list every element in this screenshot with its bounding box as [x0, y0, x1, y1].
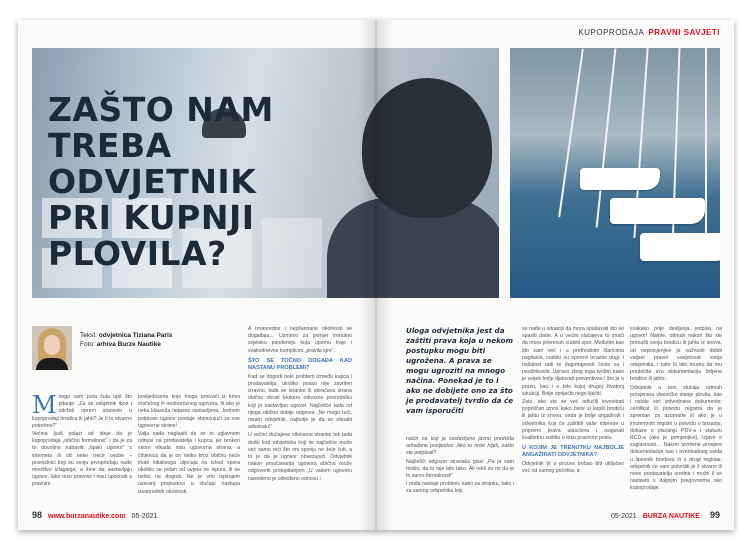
- author-credit: Tekst: odvjetnica Tiziana Paris: [80, 332, 173, 339]
- article-title: [48, 92, 274, 272]
- photo-credit: Foto: arhiva Burze Nautike: [80, 341, 161, 348]
- right-folio: [611, 510, 720, 520]
- text-column-2: [138, 394, 240, 497]
- paragraph: Odvjetnik u tom slučaju odmah provjerava vlasničko stanje plovila, kao i ostale već izdvodnave dokumente: certifikat ili potvrdu registra da je spreman za azurnarle ili ako je u inozemnim registri u potvrdu o brisanju, dokaze o plaćanju PDV-a i statusu RCD-a (ako je primjenjivo), izjave o suglasnosti… Nakon izvršene provjere dokumentacije kao i eventualnog uvida u lipesnik brodova ili u drugi registar, odvjetnik će vam potvrditi je li stvarni ili nove prodavatelja uredna i može li se nastaviti s daljnjim pregovorima oko kupoprodaje.: [630, 384, 722, 492]
- paragraph: A izvanredne i nepllanirane okolnosti se događaju… Uzmimo za primjer trenutno svjetsku pandemiju koja upornu traje i svakodnevno komplicira „pravila igre“.: [248, 326, 352, 354]
- section-label: KUPOPRODAJA: [578, 28, 645, 37]
- title-line: ZAŠTO NAM: [48, 90, 274, 129]
- paragraph: Zato, ako ste se već odlučili investirati popriličan iznos kako biste si kupili brodicu ili jahtu iz snova, onda je bolje angažirati i odvjetnika koji će zaštititi vaše interese u pripremi prava ulasćivna i osiguratt kvalitetnu zaštitu u toku pravnom poslu.: [522, 399, 624, 442]
- text-column-5: [522, 326, 624, 477]
- drop-cap: M: [32, 391, 57, 419]
- marina-photo: [510, 48, 720, 298]
- issue-date: 05-2021: [610, 513, 637, 520]
- subheading: ŠTO SE TOČNO DOGAĐA KAD NASTANU PROBLEMI?: [248, 357, 352, 371]
- text-column-1: [32, 391, 132, 490]
- issue-date: 05-2021: [131, 513, 158, 520]
- page-number: 98: [32, 510, 43, 520]
- title-line: ODVJETNIK: [48, 162, 257, 201]
- paragraph: I onda nastaje problem, kako za stranku, tako i za samog odvjetnika koji: [406, 481, 514, 495]
- subsection-label: PRAVNI SAVJETI: [648, 28, 720, 37]
- paragraph: Najčešći odgovor stranaka glasi „Pa ja sam mislio, da to nije bilo tako. Ali rekli su mi da je to samo formalnost!“: [406, 458, 514, 480]
- author-face: [44, 335, 60, 355]
- author-body: [36, 358, 68, 370]
- page-gutter: [358, 20, 394, 530]
- title-line: PRI KUPNJI: [48, 198, 255, 237]
- left-folio: [32, 510, 157, 520]
- paragraph: U većini slučajeva otkrivene stranke tek tada dođu kod odvjetnika koji im najčešće može već samo reći što oni sporiju ne žele čuti, a to je da je ugovor obvezujući. Odvjetnik nakon proučavanja ugovora obično može odgovoriti protupitanjem „U vašem ugovoru navedeno je određeno odnosu i: [248, 432, 352, 482]
- boat-hull: [580, 168, 660, 190]
- title-line: TREBA: [48, 126, 172, 165]
- article-credits: [80, 331, 172, 349]
- subheading: U KOJIM JE TRENUTKU NAJBOLJE ANGAŽIRATI ODVJETNIKA?: [522, 445, 624, 459]
- sailboat-mast: [705, 48, 707, 258]
- paragraph: svakako prije davljanja potpisa na ugovor! Naime, odmah nakon što ste pronašli svoju brodicu ili jahtu iz snova, od neprocjenjive je važnosti dobiti valjani pravni savjetovat svoja odvjetnika, i zato bi bilo mudro da mu predočite svu dokumentaciju željene brodice ili jahte.: [630, 326, 722, 383]
- paragraph: Većina ljudi polazi od ideje da je kupoprodaja „obično formalnost“ i da je za to dovoljno nabaviti „tipski ugovor“ s interneta ili od neke treće osobe – posrednici koji su svoju prvoprodaju nude mnoštvu izlaganja, a žele da sastavljaju ugovor, lako nisu pravnici i nisu upoznati s pravnim: [32, 431, 132, 488]
- boat-hull: [640, 233, 720, 261]
- paragraph: posljedicama koje mogu proizaći iz krivo sročenog ili nedorečenog ugovora, ili ako je neka klauzula nejasno sastavljena. Jednom potpisan ugovor postaje obvezujući za sve ugovorne strane!: [138, 394, 240, 429]
- hero-photo: [32, 48, 499, 298]
- paragraph: Kad se dogodi neki problem između kupca i prodavatelja, ukoliko posao nije završen izravno, tada se stranke ili obraćuna strana obično obrati brokeru odnosno posredniku koji je sastavljao ugovor. Najčešće tada od njega obično dobije odgovor „Ne mogu reći, nisam odvjetnik, najbolje je da se obratiti advokatu!“: [248, 373, 352, 431]
- sailboat-mast: [558, 49, 584, 218]
- paragraph: se nađe u situaciji da mora spašavati što se spasiti dade. A u većini slučajeva to znači da mora pokrenuti sudski spor. Međutim kao što sam već i u prethodnim člancima naglasila, sudski su sporovi izrazito dugi, i nažalost radi te dugotrajnosti često su i neučinkoviti. Upravo zbog toga tvrdim kako je uvijek bolje djelovati preventivno i što je u pravu, kao i u bilo kojoj drugoj životnoj situaciji. Bolje spriječiti nego liječiti.: [522, 326, 624, 397]
- author-photo: [32, 326, 72, 370]
- text-column-3: [248, 326, 352, 484]
- publication-name: BURZA NAUTIKE: [642, 513, 700, 520]
- paragraph: Odvjetnik bi u proces trebao biti uključen već od samog početka, a: [522, 461, 624, 475]
- text-column-6: [630, 326, 722, 494]
- running-head: [578, 28, 720, 37]
- website-link: www.burzanautike.com: [48, 513, 126, 520]
- text-column-4: [406, 436, 514, 497]
- boat-hull: [610, 198, 705, 224]
- pull-quote: Uloga odvjetnika jest da zaštiti prava koja u nekom postupku mogu biti ugrožena. A prava se mogu ugroziti na mnogo načina. Ponekad je to i ako ne dobijete ono za što je prodavatelj tvrdio da će vam isporučiti: [406, 326, 514, 415]
- paragraph: način na koji je sastavljeno jasno predviđa određene posljedice. Ako to niste htjeli, zašto ste potpisali?: [406, 436, 514, 457]
- paragraph: Mnogo sam puta čula upit što pitanje: „Za se odvjetnik ibori i održati oprem stanovlo u kupoprodaji brodica ili jahti? Je li to stvarno potrebno?“: [32, 391, 132, 429]
- magazine-spread: [18, 20, 734, 530]
- page-number: 99: [709, 510, 720, 520]
- paragraph: Valja sada naglasiti da se to uglavnom odnosi na prodavatelja i kupca, jer brokeri skoro nikada nisu ugovorna strana, a činjenica da je on netko kroz običnu neće imati nikakvoga utjecaja na ishod spora ukoliko se jedan od uvjeta ne ispuni, ili se nešto ne dogodi. Ne je vrlo ispirujem ozeranj propustovi u slučaju nastupa izvanrednih okolnosti.: [138, 431, 240, 495]
- title-line: PLOVILA?: [48, 234, 227, 273]
